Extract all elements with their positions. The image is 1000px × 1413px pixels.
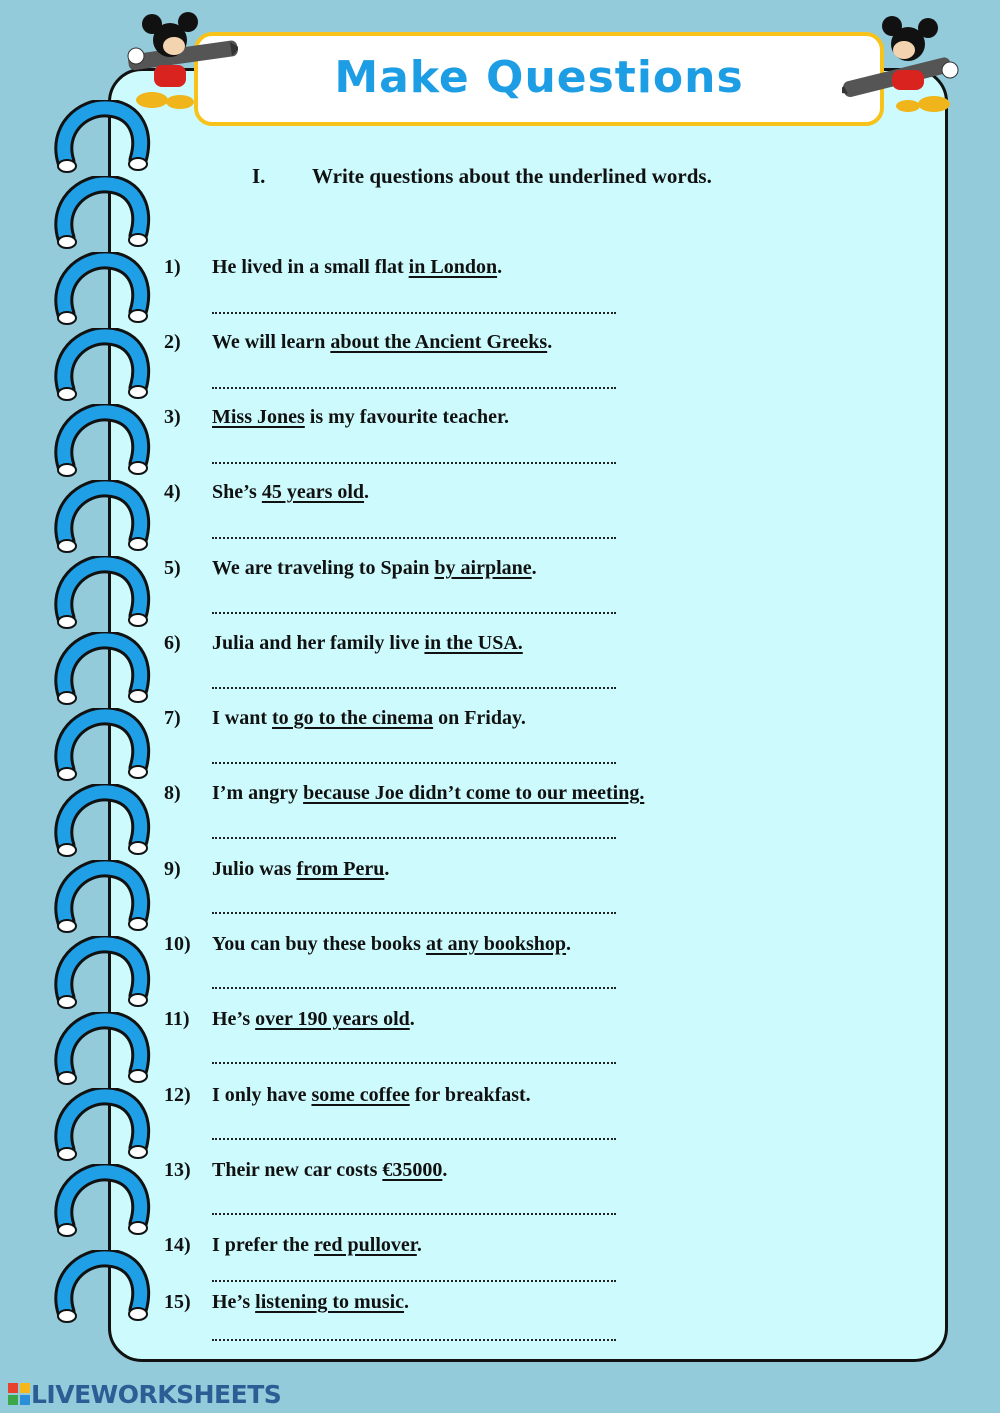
- answer-line-input[interactable]: [212, 1339, 616, 1341]
- question-text: He’s: [212, 1291, 256, 1313]
- question-text: Julio was: [212, 858, 297, 880]
- question-text: We are traveling to Spain: [212, 557, 435, 579]
- question-text: Their new car costs: [212, 1159, 383, 1181]
- answer-line-input[interactable]: [212, 537, 616, 539]
- question-text-end: .: [566, 933, 572, 955]
- question-number: 7): [164, 707, 181, 729]
- answer-line-input[interactable]: [212, 312, 616, 314]
- answer-line-input[interactable]: [212, 687, 616, 689]
- question-item: [164, 1159, 924, 1182]
- question-item: [164, 1291, 924, 1314]
- question-text: Julia and her family live: [212, 632, 425, 654]
- binding-ring-icon: [52, 1088, 152, 1168]
- instruction: [252, 164, 712, 189]
- underlined-words: in London: [408, 256, 498, 278]
- answer-line-input[interactable]: [212, 1280, 616, 1282]
- question-number: 6): [164, 632, 181, 654]
- answer-line-input[interactable]: [212, 462, 616, 464]
- title-banner: [194, 32, 884, 126]
- question-text-end: .: [531, 557, 537, 579]
- question-text: I want: [212, 707, 273, 729]
- question-text: He lived in a small flat: [212, 256, 409, 278]
- binding-ring-icon: [52, 404, 152, 484]
- underlined-words: by airplane: [434, 557, 532, 579]
- underlined-words: €35000: [382, 1159, 443, 1181]
- question-text-end: .: [364, 481, 370, 503]
- question-number: 12): [164, 1084, 191, 1106]
- binding-ring-icon: [52, 176, 152, 256]
- question-number: 2): [164, 331, 181, 353]
- question-text: I’m angry: [212, 782, 304, 804]
- mascot-with-pencil-icon: [118, 10, 238, 120]
- answer-line-input[interactable]: [212, 1062, 616, 1064]
- answer-line-input[interactable]: [212, 387, 616, 389]
- question-text-end: is my favourite teacher.: [304, 406, 510, 428]
- question-item: [164, 1008, 924, 1031]
- question-number: 11): [164, 1008, 190, 1030]
- underlined-words: to go to the cinema: [272, 707, 434, 729]
- question-item: [164, 406, 924, 429]
- answer-line-input[interactable]: [212, 1138, 616, 1140]
- question-number: 1): [164, 256, 181, 278]
- question-item: [164, 632, 924, 655]
- liveworksheets-logo: [8, 1380, 281, 1412]
- question-text-end: .: [442, 1159, 448, 1181]
- binding-ring-icon: [52, 1250, 152, 1330]
- question-number: 10): [164, 933, 191, 955]
- question-text-end: .: [384, 858, 390, 880]
- question-text: You can buy these books: [212, 933, 426, 955]
- question-number: 8): [164, 782, 181, 804]
- binding-ring-icon: [52, 252, 152, 332]
- question-text-end: for breakfast.: [409, 1084, 531, 1106]
- underlined-words: red pullover: [314, 1234, 417, 1256]
- answer-line-input[interactable]: [212, 612, 616, 614]
- question-text-end: on Friday.: [433, 707, 526, 729]
- question-text: We will learn: [212, 331, 331, 353]
- underlined-words: at any bookshop: [425, 933, 567, 955]
- question-text-end: .: [409, 1008, 415, 1030]
- underlined-words: listening to music: [255, 1291, 405, 1313]
- underlined-words: about the Ancient Greeks: [330, 331, 548, 353]
- question-text: I prefer the: [212, 1234, 315, 1256]
- liveworksheets-mark-icon: [8, 1383, 30, 1405]
- question-text: She’s: [212, 481, 262, 503]
- question-number: 15): [164, 1291, 191, 1313]
- answer-line-input[interactable]: [212, 1213, 616, 1215]
- instruction-text: Write questions about the underlined words.: [312, 164, 712, 188]
- question-text-end: .: [497, 256, 503, 278]
- binding-ring-icon: [52, 480, 152, 560]
- binding-ring-icon: [52, 328, 152, 408]
- underlined-words: 45 years old: [261, 481, 365, 503]
- answer-line-input[interactable]: [212, 987, 616, 989]
- question-text-end: .: [404, 1291, 410, 1313]
- binding-ring-icon: [52, 860, 152, 940]
- question-item: [164, 1084, 924, 1107]
- question-item: [164, 331, 924, 354]
- question-item: [164, 481, 924, 504]
- binding-ring-icon: [52, 708, 152, 788]
- answer-line-input[interactable]: [212, 762, 616, 764]
- underlined-words: from Peru: [296, 858, 385, 880]
- question-item: [164, 557, 924, 580]
- question-number: 14): [164, 1234, 191, 1256]
- question-number: 3): [164, 406, 181, 428]
- question-item: [164, 858, 924, 881]
- question-item: [164, 1234, 924, 1257]
- underlined-words: because Joe didn’t come to our meeting.: [303, 782, 645, 804]
- page-title: Make Questions: [334, 52, 744, 103]
- question-item: [164, 707, 924, 730]
- question-text-end: .: [547, 331, 553, 353]
- binding-ring-icon: [52, 632, 152, 712]
- question-item: [164, 782, 924, 805]
- logo-text: LIVEWORKSHEETS: [31, 1380, 282, 1409]
- instruction-number: I.: [252, 164, 266, 188]
- question-text: He’s: [212, 1008, 256, 1030]
- question-number: 9): [164, 858, 181, 880]
- mascot-with-pencil-icon: [842, 10, 962, 120]
- underlined-words: Miss Jones: [212, 406, 305, 428]
- question-number: 5): [164, 557, 181, 579]
- binding-ring-icon: [52, 1012, 152, 1092]
- underlined-words: over 190 years old: [255, 1008, 410, 1030]
- underlined-words: in the USA.: [424, 632, 523, 654]
- binding-ring-icon: [52, 556, 152, 636]
- question-number: 13): [164, 1159, 191, 1181]
- question-text-end: .: [416, 1234, 422, 1256]
- underlined-words: some coffee: [311, 1084, 410, 1106]
- question-text: I only have: [212, 1084, 312, 1106]
- answer-line-input[interactable]: [212, 837, 616, 839]
- binding-ring-icon: [52, 936, 152, 1016]
- question-item: [164, 256, 924, 279]
- binding-ring-icon: [52, 1164, 152, 1244]
- answer-line-input[interactable]: [212, 912, 616, 914]
- binding-ring-icon: [52, 784, 152, 864]
- question-number: 4): [164, 481, 181, 503]
- question-item: [164, 933, 924, 956]
